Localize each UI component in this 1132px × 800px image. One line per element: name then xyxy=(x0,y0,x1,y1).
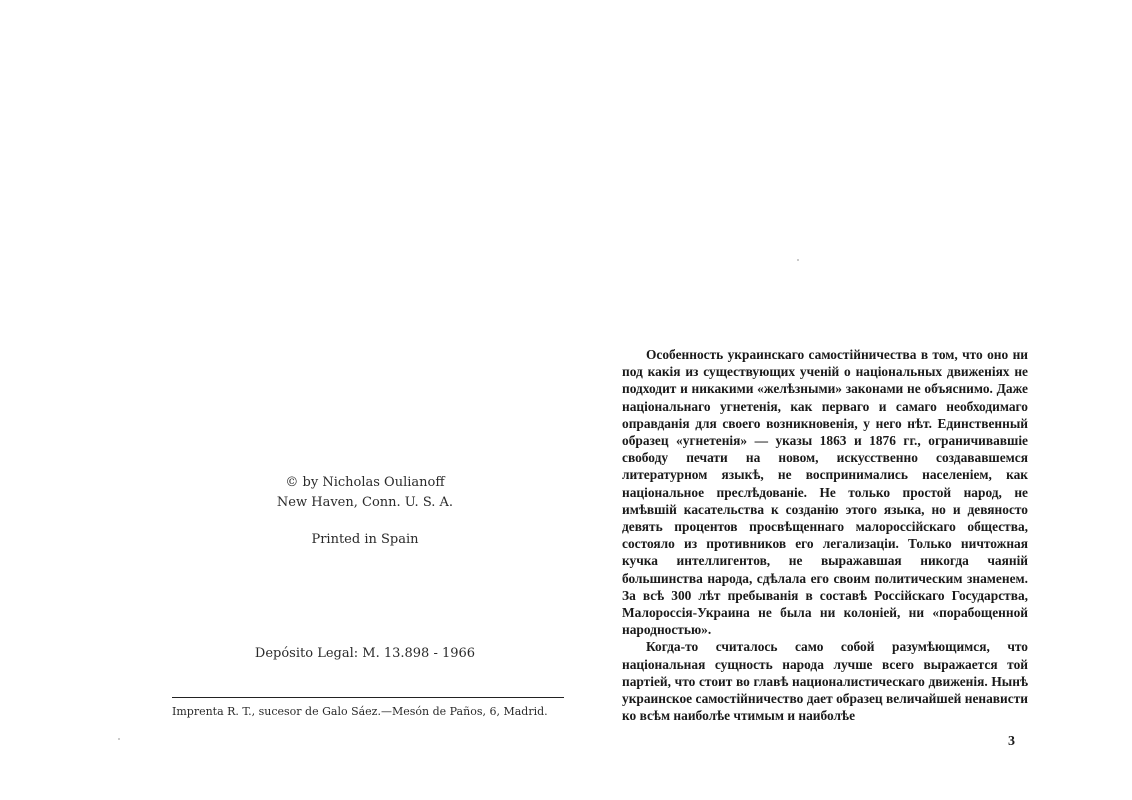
paper-speck xyxy=(118,738,120,740)
deposito-legal-line: Depósito Legal: M. 13.898 - 1966 xyxy=(254,646,476,661)
body-text xyxy=(622,346,1028,724)
printed-in-line: Printed in Spain xyxy=(311,532,419,547)
paper-speck xyxy=(797,259,799,261)
location-line: New Haven, Conn. U. S. A. xyxy=(276,495,454,510)
footer-divider xyxy=(172,697,564,698)
right-page xyxy=(566,0,1132,800)
copyright-block xyxy=(240,473,490,513)
page-number: 3 xyxy=(1008,734,1015,749)
paragraph-1: Особенность украинскаго самостійничества в том, что оно ни под какія из существующих ученій о національных движеніях не подходит и никакими «желѣзными» законами не объяснимо. Даже національнаго угнетенія, как перваго и самаго необходимаго оправданія для своего возникновенія, у него нѣт. Единственный образец «угнетенія» — указы 1863 и 1876 гг., ограничивавшіе свободу печати на новом, искусственно создававшемся литературном языкѣ, не воспринимались населеніем, как національное преслѣдованіе. Не только простой народ, не имѣвшій касательства к созданію этого языка, но и девяносто девять процентов просвѣщеннаго малороссійскаго общества, состояло из противников его легализаціи. Только ничтожная кучка интеллигентов, не выражавшая никогда чаяній большинства народа, сдѣлала его своим политическим знаменем. За всѣ 300 лѣт пребыванія в составѣ Россійскаго Государства, Малороссія-Украина не была ни колоніей, ни «порабощенной народностью». xyxy=(622,347,1028,638)
printer-credit: Imprenta R. T., sucesor de Galo Sáez.—Mesón de Paños, 6, Madrid. xyxy=(172,705,548,718)
paragraph-2: Когда-то считалось само собой разумѣющимся, что національная сущность народа лучше всего выражается той партіей, что стоит во главѣ националистическаго движенія. Нынѣ украинское самостійничество дает образец величайшей ненависти ко всѣм наиболѣе чтимым и наиболѣе xyxy=(622,639,1028,724)
copyright-line: © by Nicholas Oulianoff xyxy=(285,475,445,490)
